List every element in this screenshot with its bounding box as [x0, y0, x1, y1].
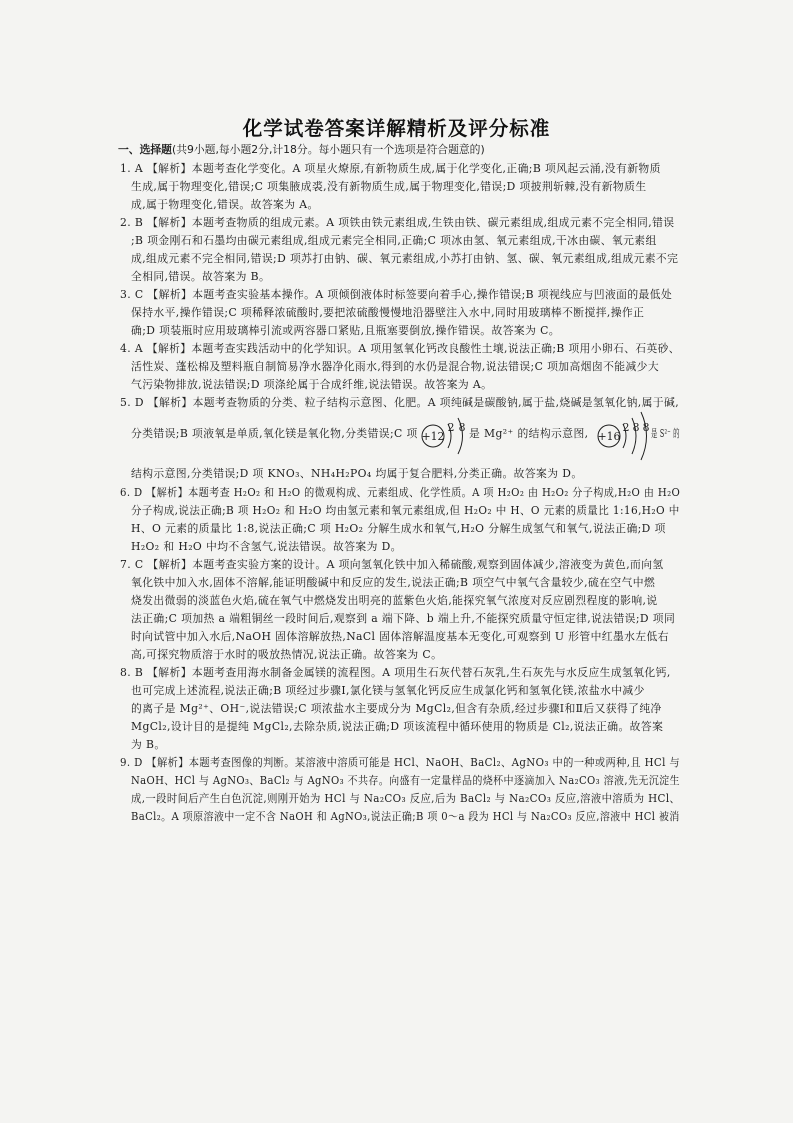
text-line: ;B 项金刚石和石墨均由碳元素组成,组成元素完全相同,正确;C 项冰由氢、氧元素组成,干冰由碳、氧元素组 — [131, 234, 657, 247]
text-line: 是 S²⁻ 的 — [651, 427, 680, 440]
text-line: H、O 元素的质量比 1:8,说法正确;C 项 H₂O₂ 分解生成水和氧气,H₂O 分解生成氢气和氧气,说法正确;D 项 — [131, 522, 666, 535]
shell-electron-count: 8 — [642, 421, 650, 434]
shell-electron-count: 2 — [447, 421, 455, 434]
text-line: 氧化铁中加入水,固体不溶解,能证明酸碱中和反应的发生,说法正确;B 项空气中氧气含量较少,硫在空气中燃 — [131, 576, 656, 589]
section-heading-note: (共9小题,每小题2分,计18分。每小题只有一个选项是符合题意的) — [171, 143, 485, 156]
text-line: 法正确;C 项加热 a 端粗铜丝一段时间后,观察到 a 端下降、b 端上升,不能探究质量守恒定律,说法错误;D 项同 — [131, 612, 676, 625]
shell-electron-count: 2 — [622, 421, 630, 434]
text-line: 8. B 【解析】本题考查用海水制备金属镁的流程图。A 项用生石灰代替石灰乳,生石灰先与水反应生成氢氧化钙, — [120, 666, 671, 679]
text-line: MgCl₂,设计目的是提纯 MgCl₂,去除杂质,说法正确;D 项该流程中循环使用的物质是 Cl₂,说法正确。故答案 — [131, 720, 664, 733]
text-line: 3. C 【解析】本题考查实验基本操作。A 项倾倒液体时标签要向着手心,操作错误;B 项视线应与凹液面的最低处 — [120, 288, 673, 301]
s-ion-structure-diagram — [597, 404, 661, 464]
text-line: 也可完成上述流程,说法正确;B 项经过步骤Ⅰ,氯化镁与氢氧化钙反应生成氯化钙和氢氧化镁,浓盐水中减少 — [131, 684, 645, 697]
text-line: 成,属于物理变化,错误。故答案为 A。 — [131, 198, 319, 211]
text-line: 7. C 【解析】本题考查实验方案的设计。A 项向氢氧化铁中加入稀硫酸,观察到固体减少,溶液变为黄色,而向氢 — [120, 558, 664, 571]
text-line: 生成,属于物理变化,错误;C 项集腋成裘,没有新物质生成,属于物理变化,错误;D 项披荆斩棘,没有新物质生 — [131, 180, 647, 193]
text-line: 9. D 【解析】本题考查图像的判断。某溶液中溶质可能是 HCl、NaOH、BaCl₂、AgNO₃ 中的一种或两种,且 HCl 与 — [120, 756, 681, 769]
electron-shell-arc — [641, 412, 647, 460]
section-heading-label: 一、选择题 — [118, 143, 172, 156]
text-line: 5. D 【解析】本题考查物质的分类、粒子结构示意图、化肥。A 项纯碱是碳酸钠,属于盐,烧碱是氢氧化钠,属于碱, — [120, 396, 680, 409]
text-line: H₂O₂ 和 H₂O 中均不含氢气,说法错误。故答案为 D。 — [131, 540, 402, 553]
text-line: NaOH、HCl 与 AgNO₃、BaCl₂ 与 AgNO₃ 不共存。向盛有一定量样品的烧杯中逐滴加入 Na₂CO₃ 溶液,先无沉淀生 — [131, 774, 680, 787]
text-line: 分类错误;B 项液氧是单质,氧化镁是氧化物,分类错误;C 项 — [131, 427, 418, 440]
text-line: 气污染物排放,说法错误;D 项涤纶属于合成纤维,说法错误。故答案为 A。 — [131, 378, 493, 391]
text-line: 成,一段时间后产生白色沉淀,则刚开始为 HCl 与 Na₂CO₃ 反应,后为 BaCl₂ 与 Na₂CO₃ 反应,溶液中溶质为 HCl、 — [131, 792, 681, 805]
text-line: 2. B 【解析】本题考查物质的组成元素。A 项铁由铁元素组成,生铁由铁、碳元素组成,组成元素不完全相同,错误 — [120, 216, 675, 229]
text-line: BaCl₂。A 项原溶液中一定不含 NaOH 和 AgNO₃,说法正确;B 项 0～a 段为 HCl 与 Na₂CO₃ 反应,溶液中 HCl 被消 — [131, 810, 680, 823]
text-line: 4. A 【解析】本题考查实践活动中的化学知识。A 项用氢氧化钙改良酸性土壤,说法正确;B 项用小卵石、石英砂、 — [120, 342, 680, 355]
text-line: 活性炭、蓬松棉及塑料瓶自制简易净水器净化雨水,得到的水仍是混合物,说法错误;C 项加高烟囱不能减少大 — [131, 360, 660, 373]
text-line: 确;D 项装瓶时应用玻璃棒引流或两容器口紧贴,且瓶塞要倒放,操作错误。故答案为 C。 — [131, 324, 560, 337]
text-line: 分子构成,说法正确;B 项 H₂O₂ 和 H₂O 均由氢元素和氧元素组成,但 H₂O₂ 中 H、O 元素的质量比 1:16,H₂O 中 — [131, 504, 680, 517]
text-line: 为 B。 — [131, 738, 166, 751]
text-line: 1. A 【解析】本题考查化学变化。A 项星火燎原,有新物质生成,属于化学变化,正确;B 项风起云涌,没有新物质 — [120, 162, 661, 175]
text-line: 高,可探究物质溶于水时的吸放热情况,说法正确。故答案为 C。 — [131, 648, 443, 661]
mg-ion-structure-diagram — [418, 406, 482, 466]
text-line: 成,组成元素不完全相同,错误;D 项苏打由钠、碳、氧元素组成,小苏打由钠、氢、碳、氧元素组成,组成元素不完 — [131, 252, 679, 265]
shell-electron-count: 8 — [458, 421, 466, 434]
nucleus-charge: +12 — [421, 430, 445, 443]
text-line: 结构示意图,分类错误;D 项 KNO₃、NH₄H₂PO₄ 均属于复合肥料,分类正确。故答案为 D。 — [131, 467, 583, 480]
text-line: 烧发出微弱的淡蓝色火焰,硫在氧气中燃烧发出明亮的蓝紫色火焰,能探究氧气浓度对反应剧烈程度的影响,说 — [131, 594, 658, 607]
text-line: 6. D 【解析】本题考查 H₂O₂ 和 H₂O 的微观构成、元素组成、化学性质。A 项 H₂O₂ 由 H₂O₂ 分子构成,H₂O 由 H₂O — [120, 486, 681, 499]
text-line: 时向试管中加入水后,NaOH 固体溶解放热,NaCl 固体溶解温度基本无变化,可观察到 U 形管中红墨水左低右 — [131, 630, 669, 643]
section-heading — [118, 142, 485, 157]
text-line: 的离子是 Mg²⁺、OH⁻,说法错误;C 项浓盐水主要成分为 MgCl₂,但含有杂质,经过步骤Ⅰ和Ⅱ后又获得了纯净 — [131, 702, 662, 715]
page-title: 化学试卷答案详解精析及评分标准 — [242, 117, 551, 140]
text-line: 全相同,错误。故答案为 B。 — [131, 270, 271, 283]
shell-electron-count: 8 — [632, 421, 640, 434]
text-line: 是 Mg²⁺ 的结构示意图, — [469, 427, 589, 440]
text-line: 保持水平,操作错误;C 项稀释浓硫酸时,要把浓硫酸慢慢地沿器壁注入水中,同时用玻璃棒不断搅拌,操作正 — [131, 306, 645, 319]
nucleus-charge: +16 — [597, 430, 621, 443]
